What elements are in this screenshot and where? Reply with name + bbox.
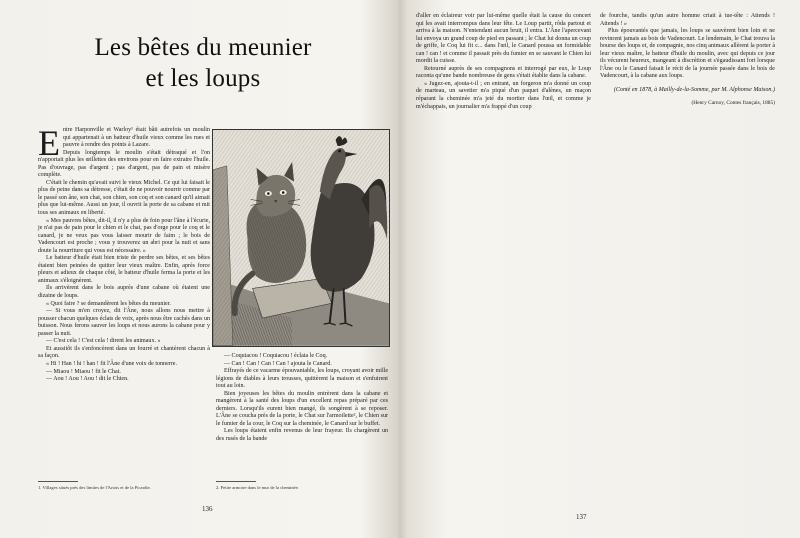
engraving-image xyxy=(213,130,389,346)
opening-paragraph xyxy=(38,123,210,163)
paragraph: Effrayés de ce vacarme épouvantable, les loups, croyant avoir mille légions de diables à leurs trousses, quittèrent la maison et s'enfuirent tout au loin. xyxy=(216,368,388,390)
paragraph: Ils arrivèrent dans le bois auprès d'une cabane où étaient une dizaine de loups. xyxy=(38,285,210,300)
page-number-right: 137 xyxy=(576,513,587,521)
footnote-rule xyxy=(38,481,78,482)
paragraph: d'aller en éclaireur voir par lui-même quelle était la cause du concert qui les avait interrompus dans leur fête. Le Loup partit, rôda partout et arriva à la maison. N'entendant aucun bruit, il entra. L'Âne l'apercevant lui envoya un grand coup de pied en passant ; le Chat lui donna un coup de griffe, le Coq lui fit c... dans l'œil, le Canard poussa un formidable can ! can ! et comme il passait près du fumier en se sauvant le Chien lui mordit la cuisse. xyxy=(416,13,591,65)
paragraph: — Coquiacou ! Coquiacou ! éclata le Coq. xyxy=(224,353,328,359)
drop-cap: E xyxy=(38,123,60,163)
right-column-1 xyxy=(416,13,591,218)
left-column-1 xyxy=(38,123,210,475)
page-number-left: 136 xyxy=(202,505,213,513)
paragraph: — Miaou ! Miaou ! fit le Chat. xyxy=(46,368,121,375)
story-title xyxy=(58,32,348,94)
paragraph: Le batteur d'huile était bien triste de perdre ses bêtes, et ses bêtes étaient bien peinées de quitter leur vieux maître. Enfin, après force pleurs et adieux de chaque côté, le batteur d'huile ferma la porte et les animaux s'éloignèrent. xyxy=(38,255,210,284)
paragraph: — Aou ! Aou ! Aou ! dit le Chien. xyxy=(46,376,129,383)
paragraph: de fourche, tandis qu'un autre homme criait à tue-tête : Attends ! Attends ! » xyxy=(600,13,775,27)
paragraph: — Si vous m'en croyez, dit l'Âne, nous allons nous mettre à pousser chacun quelques éclats de voix, après nous être cachés dans un buisson. Nous ferons sauver les loups et nous aurons la cabane pour y passer la nuit. xyxy=(38,308,210,337)
right-page xyxy=(402,0,800,538)
footnote-2: 2. Petite armoire dans le mur de la cheminée. xyxy=(216,485,299,490)
cat-and-rooster-engraving xyxy=(212,129,390,347)
paragraph: Les loups étaient enfin revenus de leur frayeur. Ils chargèrent un des rusés de la bande xyxy=(216,428,388,443)
bibliographic-credit: (Henry Carnoy, Contes français, 1885) xyxy=(691,100,775,107)
paragraph: — Can ! Can ! Can ! Can ! ajouta le Canard. xyxy=(224,360,332,367)
paragraph: Plus épouvantés que jamais, les loups se sauvèrent bien loin et ne revinrent jamais au bois de Vadencourt. Le lendemain, le Chat trouva la bourse des loups et, de compagnie, nos cinq animaux allèrent la porter à leur vieux maître, le batteur d'huile du moulin, avec qui depuis ce jour ils vécurent heureux, mangeant à discrétion et s'égaudissant fort lorsque l'Âne ou le Canard faisait le récit de la journée passée dans le bois de Vadencourt, à la cabane aux loups. xyxy=(600,28,775,80)
left-column-2 xyxy=(216,353,388,475)
paragraph: Bien joyeuses les bêtes du moulin entrèrent dans la cabane et mangèrent à la santé des loups d'un excellent repas préparé par ces derniers. Lorsqu'ils eurent bien mangé, ils songèrent à se reposer. L'Âne se coucha près de la porte, le Chat sur l'armoilette², le Chien sur le fumier de la cour, le Coq sur la cheminée, le Canard sur le buffet. xyxy=(216,390,388,427)
source-note: (Conté en 1878, à Mailly-de-la-Somme, par M. Alphonse Maison.) xyxy=(613,86,775,93)
title-line-1: Les bêtes du meunier xyxy=(94,34,312,61)
left-page xyxy=(0,0,398,538)
paragraph: Depuis longtemps le moulin s'était détraqué et l'on n'apportait plus les œillettes des environs pour en faire extraire l'huile. Pas d'ouvrage, pas d'argent ; pas d'argent, pas de pain et misère complète. xyxy=(38,149,210,179)
paragraph: C'était le chemin qu'avait suivi le vieux Michel. Ce qui lui faisait le plus de peine dans sa détresse, c'était de ne pouvoir nourrir comme par le passé son âne, son chat, son chien, son coq et son canard qu'il aimait plus que lui-même. Aussi un jour, il ouvrit la porte de sa cabane et mit tous ses animaux en liberté. xyxy=(38,179,210,217)
paragraph: « Jugez-en, ajouta-t-il ; en entrant, un forgeron m'a donné un coup de marteau, un savetier m'a piqué d'un paquet d'alènes, un maçon réparant la cheminée m'a jeté du mortier dans l'œil, et comme je m'échappais, un journalier m'a frappé d'un coup xyxy=(416,80,591,110)
opening-text: ntre Harponville et Warloy¹ était bâti autrefois un moulin qui appartenait à un batteur d'huile vieux comme les rues et pauvre à rendre des points à Lazare. xyxy=(63,127,210,149)
title-line-2: et les loups xyxy=(145,65,261,92)
paragraph: « Mes pauvres bêtes, dit-il, il n'y a plus de foin pour l'âne à l'écurie, je n'ai pas de pain pour le chien et le chat, pas d'orge pour le coq et le canard, je ne veux pas vous laisser mourir de faim ; le bois de Vadencourt est proche ; vous y trouverez un abri pour la nuit et sans doute la nourriture qui vous est nécessaire. » xyxy=(38,217,210,254)
right-column-2 xyxy=(600,13,775,173)
paragraph: « Quoi faire ? se demandèrent les bêtes du meunier. xyxy=(46,300,171,307)
paragraph: Retourné auprès de ses compagnons et interrogé par eux, le Loup raconta qu'une bande nombreuse de gens s'était établie dans la cabane. xyxy=(416,65,591,80)
footnote-1: 1. Villages situés près des limites de l'Artois et de la Picardie. xyxy=(38,485,151,490)
footnote-rule xyxy=(216,481,256,482)
paragraph: — C'est cela ! C'est cela ! dirent les animaux. » xyxy=(46,338,161,345)
paragraph: « Hi ! Han ! hi ! han ! fit l'Âne d'une voix de tonnerre. xyxy=(46,360,177,367)
paragraph: Et aussitôt ils s'enfoncèrent dans un fourré et chantèrent chacun à sa façon. xyxy=(38,345,210,360)
